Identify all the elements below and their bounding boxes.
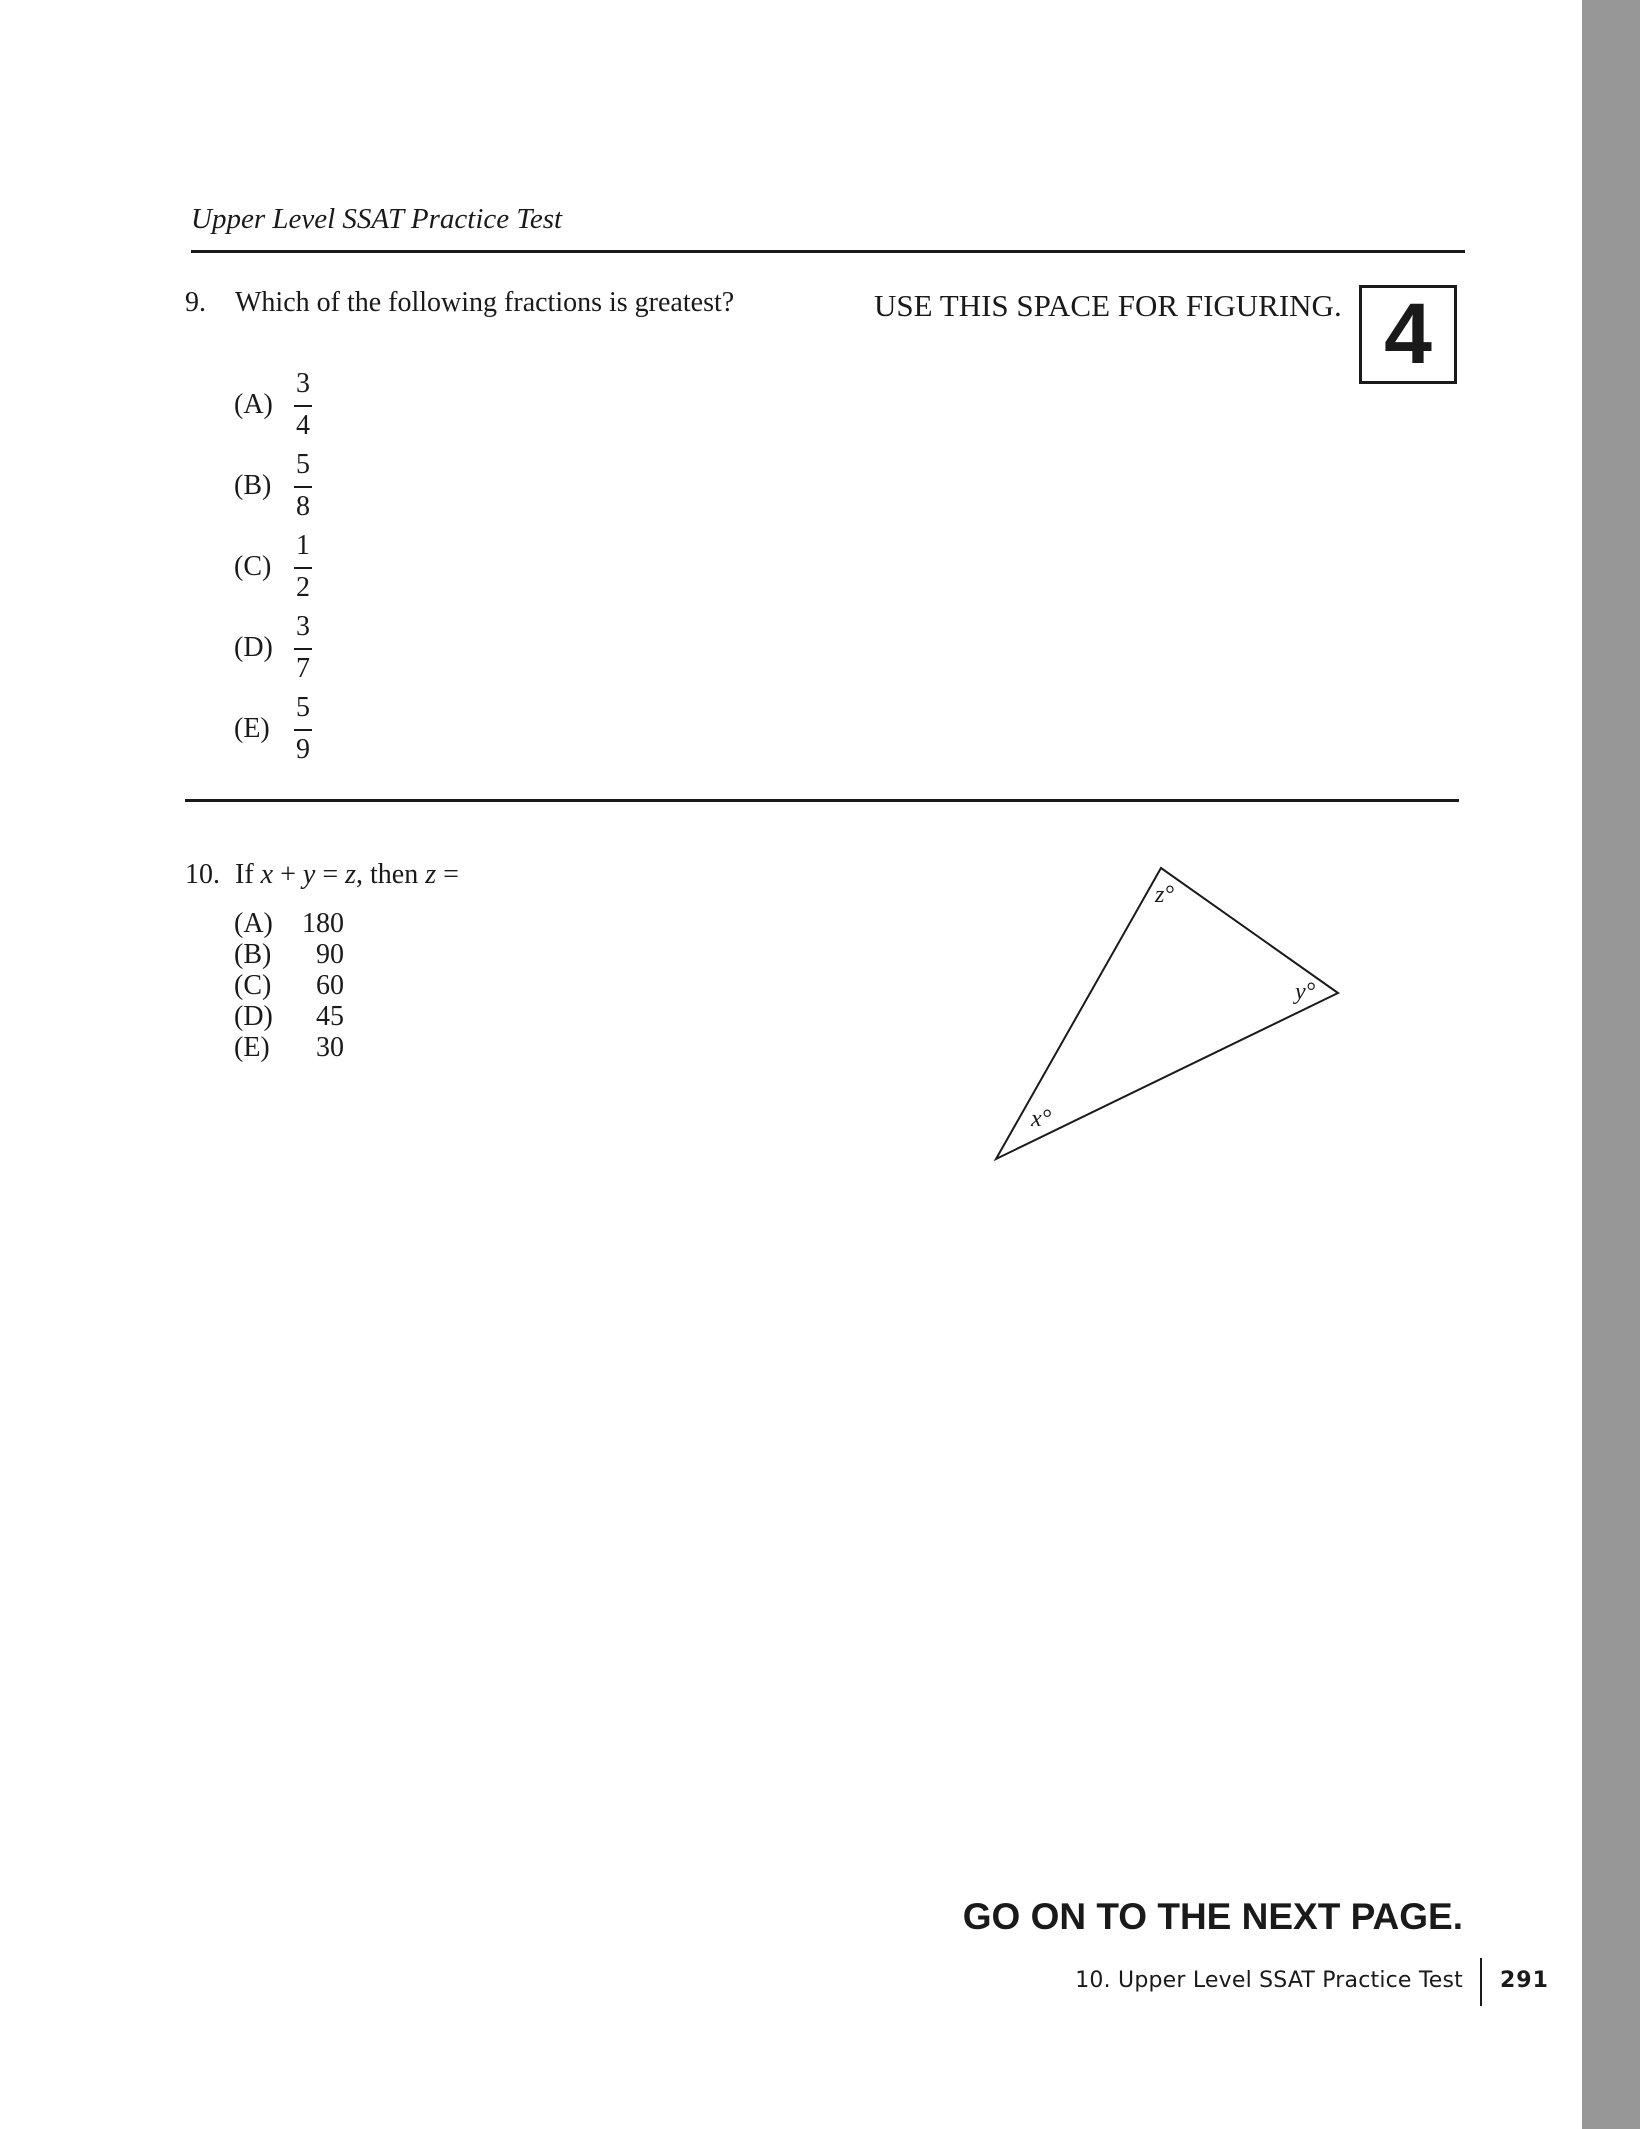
section-number-box: 4 [1359, 285, 1457, 384]
choice-value: 45 [316, 1001, 344, 1032]
fraction-numerator: 3 [296, 611, 310, 642]
q9-choice-b-label[interactable]: (B) [234, 470, 272, 501]
choice-value: 180 [302, 908, 344, 939]
angle-x-label: x° [1031, 1106, 1052, 1132]
question-10-text: If x + y = z, then z = [235, 859, 459, 890]
fraction-numerator: 5 [296, 692, 310, 723]
q9-choice-d-label[interactable]: (D) [234, 632, 273, 663]
fraction-denominator: 4 [296, 410, 310, 441]
choice-label: (E) [234, 1032, 270, 1063]
q9-choice-c-label[interactable]: (C) [234, 551, 272, 582]
choice-label: (A) [234, 908, 273, 939]
fraction-numerator: 1 [296, 530, 310, 561]
choice-label: (C) [234, 970, 272, 1001]
footer-page-number: 291 [1500, 1968, 1549, 1993]
go-on-next-page: GO ON TO THE NEXT PAGE. [962, 1896, 1463, 1937]
figuring-space-label: USE THIS SPACE FOR FIGURING. [874, 288, 1342, 323]
fraction-denominator: 9 [296, 734, 310, 765]
fraction-denominator: 7 [296, 653, 310, 684]
q9-choice-a-label[interactable]: (A) [234, 389, 273, 420]
choice-label: (B) [234, 939, 272, 970]
footer-chapter-title: 10. Upper Level SSAT Practice Test [1075, 1968, 1463, 1993]
question-9-text: Which of the following fractions is greatest? [235, 287, 735, 318]
question-10-number: 10. [185, 859, 220, 890]
footer-divider [1480, 1958, 1482, 2006]
fraction-numerator: 3 [296, 368, 310, 399]
choice-value: 90 [316, 939, 344, 970]
q9-choice-e-label[interactable]: (E) [234, 713, 270, 744]
angle-z-label: z° [1155, 882, 1174, 908]
angle-y-label: y° [1295, 979, 1316, 1005]
choice-value: 30 [316, 1032, 344, 1063]
page-header-title: Upper Level SSAT Practice Test [191, 203, 563, 235]
fraction-denominator: 2 [296, 572, 310, 603]
choice-label: (D) [234, 1001, 273, 1032]
question-9-number: 9. [185, 287, 206, 318]
fraction-numerator: 5 [296, 449, 310, 480]
fraction-denominator: 8 [296, 491, 310, 522]
choice-value: 60 [316, 970, 344, 1001]
